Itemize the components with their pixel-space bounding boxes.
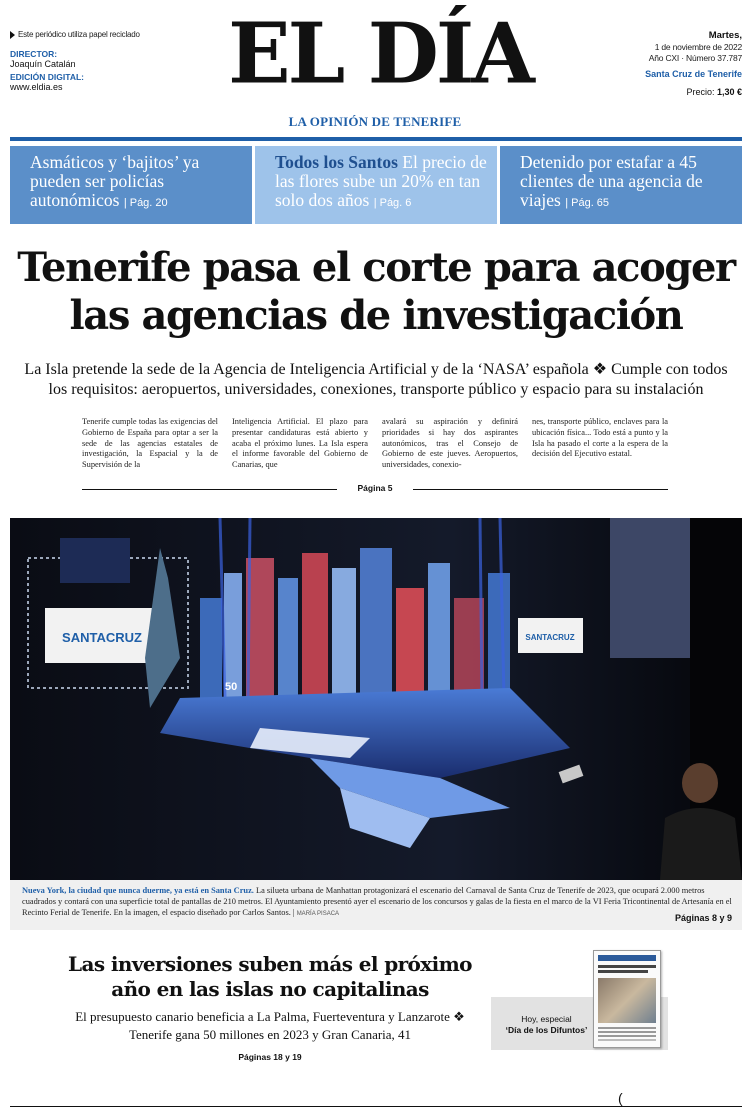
lead-page-ref: Página 5 (82, 483, 668, 495)
lead-body-column: Inteligencia Artificial. El plazo para presentar candidaturas está abierto y acaba el próximo lunes. La Isla espera el informe favorable del Gobierno de Canarias, que (232, 417, 368, 470)
lead-deck: La Isla pretende la sede de la Agencia de Inteligencia Artificial y de la ‘NASA’ española ❖ Cumple con todos los requisitos: aeropuertos, universidades, conexiones, transporte público y espacio para su instalación (24, 361, 728, 398)
digital-edition-url[interactable]: www.eldia.es (10, 82, 63, 92)
director-name: Joaquín Catalán (10, 59, 76, 69)
special-supplement-promo[interactable]: Hoy, especial ‘Día de los Difuntos’ (491, 997, 668, 1050)
masthead-left-info (10, 30, 180, 93)
secondary-deck: El presupuesto canario beneficia a La Palma, Fuerteventura y Lanzarote ❖ Tenerife gana 50 millones en 2023 y Gran Canaria, 41 (75, 1009, 465, 1042)
supplement-thumbnail[interactable] (593, 950, 661, 1048)
director-label: DIRECTOR: (10, 49, 58, 59)
photo-sign-number: 50 (225, 681, 238, 693)
lead-body-column: nes, transporte público, enclaves para la ubicación física... Todo está a punto y la Isla ha pasado el corte a la espera de la decisión del Ejecutivo estatal. (532, 417, 668, 459)
masthead (0, 0, 750, 140)
photo-sign-right: SANTACRUZ (525, 633, 575, 642)
tagline: LA OPINIÓN DE TENERIFE (288, 114, 462, 129)
recycled-note: Este periódico utiliza papel reciclado (10, 30, 180, 39)
newspaper-logo: EL DÍA (228, 5, 532, 103)
issue-number: Año CXI · Número 37.787 (648, 53, 742, 63)
lead-body (82, 417, 668, 471)
secondary-story (60, 952, 480, 1062)
lead-body-column: avalará su aspiración y definirá prioridades si hay dos aspirantes autonómicos, tras el Consejo de Gobierno de este jueves. Aeropuertos, universidades, conexio- (382, 417, 518, 470)
masthead-rule (10, 137, 742, 141)
lead-body-column: Tenerife cumple todas las exigencias del Gobierno de España para optar a ser la sede de las agencias estatales de investigación, la Espacial y la de Supervisión de la (82, 417, 218, 470)
teaser-fraud[interactable]: Detenido por estafar a 45 clientes de una agencia de viajes | Pág. 65 (500, 146, 742, 224)
teaser-police[interactable]: Asmáticos y ‘bajitos’ ya pueden ser policías autonómicos | Pág. 20 (10, 146, 252, 224)
price: Precio: 1,30 € (686, 87, 742, 97)
photo-caption: Nueva York, la ciudad que nunca duerme, ya está en Santa Cruz. La silueta urbana de Manhattan protagonizará el escenario del Carnaval de Santa Cruz de Tenerife de 2023, que ocupará 2.000 metros cuadrados y contará con una superficie total de pantallas de 210 metros. El Ayuntamiento presentó ayer el escenario de los concursos y galas de la fiesta en el marco de la VI Feria Tricontinental de Artesanía en el Recinto Ferial de Tenerife. En la imagen, el espacio diseñado por Carlos Santos. | MARÍA PISACA Páginas 8 y 9 (10, 880, 742, 930)
triangle-icon (10, 31, 15, 39)
issue-date: 1 de noviembre de 2022 (654, 42, 742, 52)
weekday: Martes, (708, 30, 742, 41)
city: Santa Cruz de Tenerife (645, 69, 742, 79)
photo-credit: MARÍA PISACA (296, 911, 340, 917)
teaser-flowers[interactable]: Todos los Santos El precio de las flores sube un 20% en tan solo dos años | Pág. 6 (255, 146, 497, 224)
bottom-rule (10, 1106, 742, 1107)
photo-sign-left: SANTACRUZ (62, 630, 142, 645)
masthead-right-info (612, 30, 742, 98)
digital-edition-label: EDICIÓN DIGITAL: (10, 72, 84, 82)
secondary-headline[interactable]: Las inversiones suben más el próximo año en las islas no capitalinas (68, 952, 472, 1001)
footer-mark: ( (618, 1090, 623, 1106)
caption-page-ref[interactable]: Páginas 8 y 9 (674, 913, 732, 923)
teaser-strip (10, 146, 742, 224)
lead-headline[interactable]: Tenerife pasa el corte para acoger las agencias de investigación (17, 244, 735, 339)
main-photo (10, 518, 742, 880)
secondary-page-ref[interactable]: Páginas 18 y 19 (238, 1052, 302, 1062)
stage-photo-illustration (10, 518, 742, 880)
